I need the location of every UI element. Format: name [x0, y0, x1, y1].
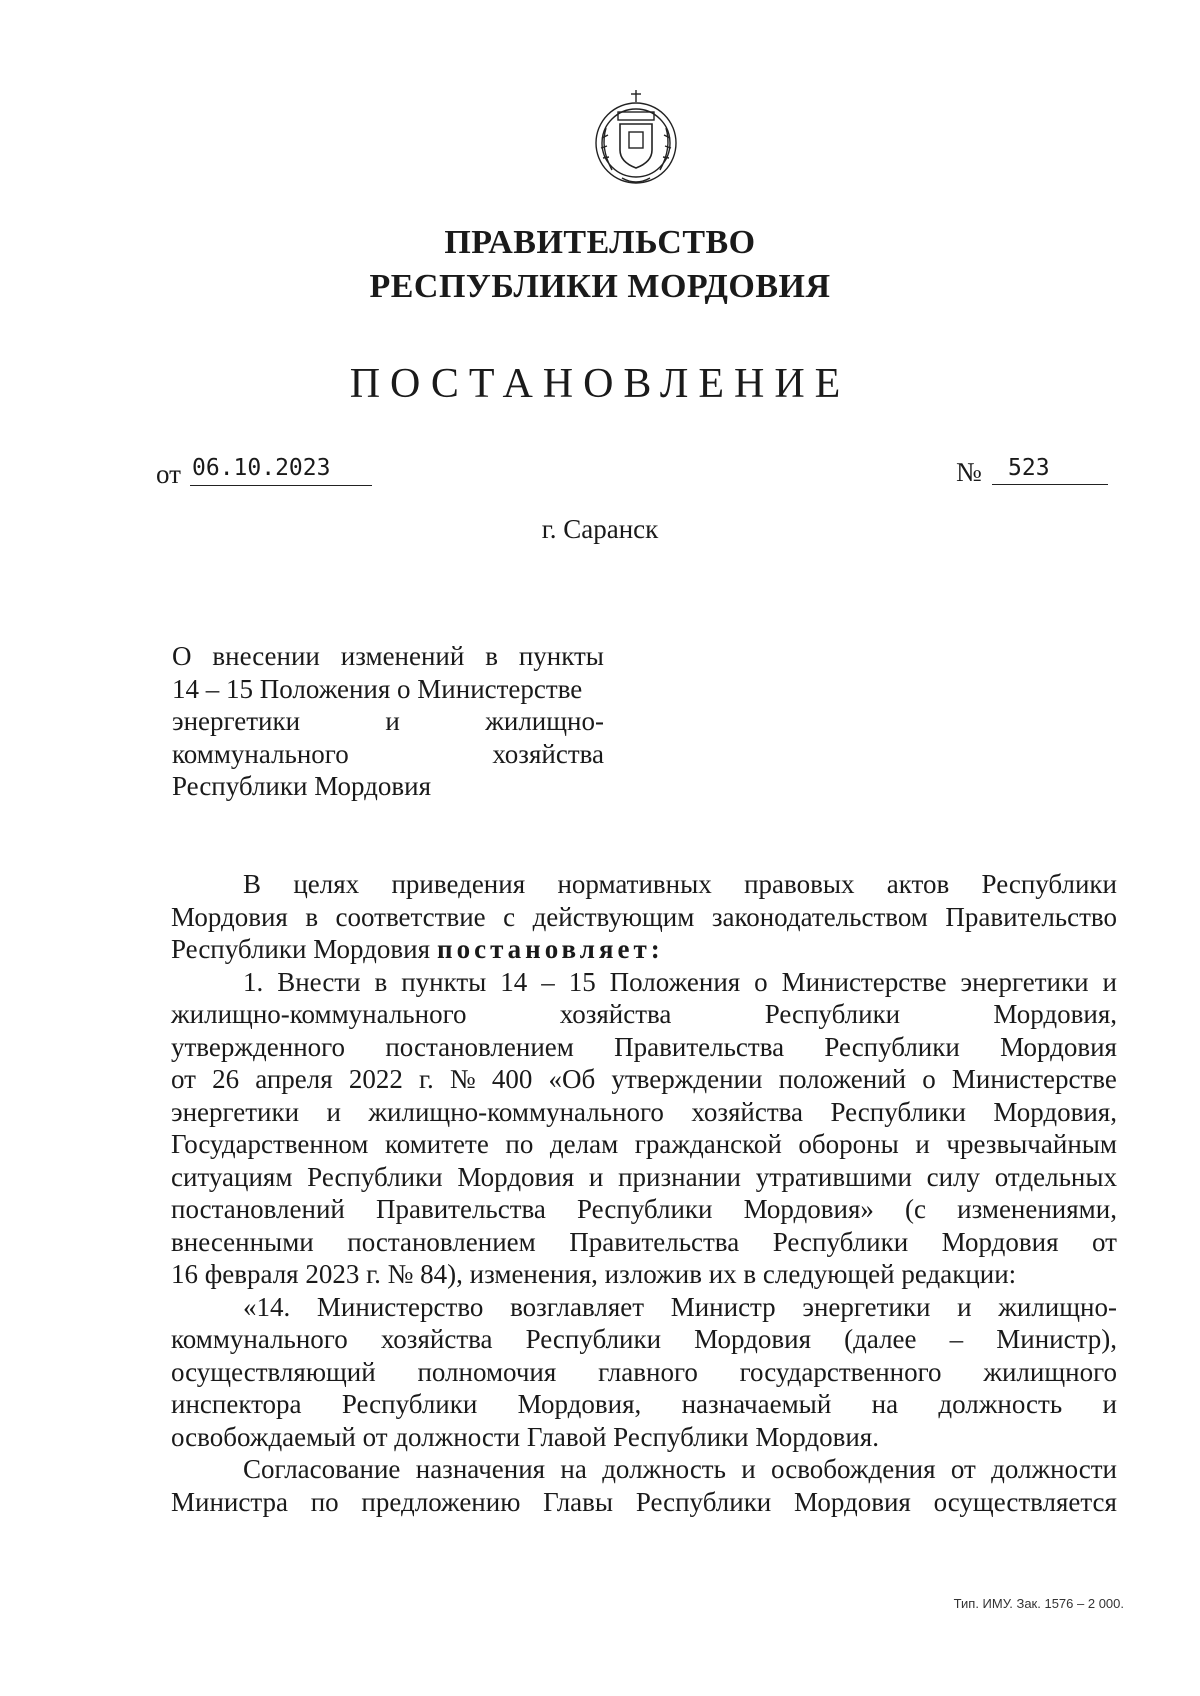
body-line	[171, 1421, 1117, 1454]
word: изменениями,	[957, 1194, 1117, 1224]
word: утверждении	[611, 1064, 763, 1094]
word: и	[385, 706, 400, 736]
word: и	[741, 1454, 756, 1484]
word: постановлением	[347, 1226, 536, 1257]
word: Положения	[609, 966, 741, 997]
word: и	[588, 1161, 604, 1192]
print-house-footer: Тип. ИМУ. Зак. 1576 – 2 000.	[953, 1596, 1124, 1611]
word: утвержденного	[171, 1031, 346, 1062]
word: осуществляющий	[171, 1356, 376, 1387]
word: энергетики	[960, 966, 1089, 997]
word: комитете	[384, 1129, 489, 1159]
body-line	[171, 1226, 1117, 1259]
word: Правительства	[614, 1031, 785, 1062]
word: возглавляет	[510, 1291, 645, 1322]
word: и	[1102, 1389, 1117, 1419]
word: 26	[212, 1064, 240, 1094]
word: 15	[568, 966, 596, 997]
body-line	[171, 933, 1117, 966]
body-line	[171, 1388, 1117, 1421]
word: от	[1092, 1226, 1117, 1257]
word: должность	[602, 1454, 726, 1484]
word: главного	[598, 1356, 698, 1387]
body-line	[171, 1031, 1117, 1064]
word: 1.	[243, 966, 264, 997]
word: полномочия	[417, 1356, 557, 1387]
title-line	[172, 705, 604, 738]
word: хозяйства	[691, 1096, 804, 1127]
word: хозяйства	[380, 1324, 493, 1354]
word: коммунального	[171, 1324, 348, 1354]
body-line	[171, 1193, 1117, 1226]
date-number-row	[156, 455, 1050, 495]
number-label: №	[956, 457, 982, 487]
body-line	[171, 1063, 1117, 1096]
word: актов	[886, 869, 950, 899]
word: постановлением	[385, 1031, 574, 1062]
word: внесенными	[171, 1226, 314, 1257]
title-line: 14 – 15 Положения о Министерстве	[172, 673, 583, 704]
word: и	[915, 1129, 930, 1159]
date-label: от	[156, 459, 181, 489]
word: Республики	[830, 1096, 966, 1127]
word: «14.	[243, 1291, 291, 1322]
organization-name-line2: РЕСПУБЛИКИ МОРДОВИЯ	[369, 268, 831, 305]
word: Мордовия,	[993, 999, 1117, 1029]
word: от	[950, 1454, 976, 1484]
word: Внести	[277, 966, 361, 997]
word: 2022	[348, 1064, 403, 1094]
resolution-verb: постановляет:	[437, 934, 664, 964]
body-text: Республики Мордовия	[171, 934, 431, 964]
word: в	[485, 641, 498, 671]
word: отдельных	[994, 1161, 1117, 1192]
word: с	[503, 901, 516, 932]
word: от	[171, 1064, 196, 1094]
word: пункты	[518, 641, 604, 671]
body-line	[171, 966, 1117, 999]
coat-of-arms-emblem	[584, 88, 688, 192]
word: на	[871, 1389, 899, 1419]
word: Министерство	[316, 1291, 484, 1322]
word: апреля	[255, 1064, 333, 1094]
word: Государственном	[171, 1129, 369, 1159]
word: действующим	[532, 901, 695, 932]
word: осуществляется	[933, 1486, 1117, 1517]
body-line	[171, 1128, 1117, 1161]
word: по	[505, 1129, 534, 1159]
title-line: Республики Мордовия	[172, 771, 432, 801]
document-title	[172, 640, 604, 803]
word: О	[172, 641, 192, 671]
word: правовых	[744, 869, 855, 899]
word: должности	[991, 1454, 1117, 1484]
word: 14	[500, 966, 528, 997]
word: в	[305, 901, 319, 932]
word: Республики	[764, 999, 901, 1029]
word: жилищно-	[998, 1291, 1117, 1322]
word: –	[541, 966, 555, 997]
word: жилищно-	[485, 706, 604, 736]
word: Министр	[670, 1291, 776, 1322]
organization-name-line1: ПРАВИТЕЛЬСТВО	[444, 224, 756, 261]
word: жилищного	[983, 1356, 1117, 1387]
word: Республики	[525, 1324, 662, 1354]
word: Согласование	[243, 1454, 401, 1484]
word: хозяйства	[559, 999, 672, 1029]
title-line	[172, 640, 604, 673]
document-type: ПОСТАНОВЛЕНИЕ	[349, 361, 851, 407]
word: признании	[618, 1161, 741, 1192]
document-number: 523	[992, 455, 1108, 485]
word: Министр),	[996, 1324, 1117, 1354]
word: Республики	[824, 1031, 960, 1062]
word: Министерстве	[781, 966, 947, 997]
word: Мордовия,	[517, 1389, 642, 1419]
word: нормативных	[557, 869, 712, 899]
word: энергетики	[172, 706, 301, 736]
title-line	[172, 738, 604, 771]
word: энергетики	[802, 1291, 931, 1322]
body-line	[171, 1453, 1117, 1486]
word: энергетики	[171, 1096, 300, 1127]
word: Правительства	[375, 1194, 546, 1224]
body-line	[171, 1161, 1117, 1194]
body-line	[171, 1291, 1117, 1324]
word: изменений	[340, 641, 465, 671]
word: по	[310, 1486, 339, 1517]
word: Мордовия»	[743, 1194, 874, 1224]
word: приведения	[391, 869, 526, 899]
word: государственного	[739, 1356, 942, 1387]
word: чрезвычайным	[946, 1129, 1117, 1159]
word: силу	[926, 1161, 981, 1192]
word: Мордовия	[794, 1486, 911, 1517]
body-line	[171, 998, 1117, 1031]
word: (с	[905, 1194, 927, 1224]
word: назначения	[415, 1454, 546, 1484]
word: должность	[938, 1389, 1063, 1419]
body-line	[171, 1356, 1117, 1389]
word: о	[754, 966, 768, 997]
word: предложению	[361, 1486, 521, 1517]
document-body	[171, 868, 1117, 1518]
word: и	[957, 1291, 972, 1322]
word: инспектора	[171, 1389, 302, 1419]
word: назначаемый	[681, 1389, 832, 1419]
body-line	[171, 1486, 1117, 1519]
word: пункты	[401, 966, 487, 997]
word: Главы	[543, 1486, 614, 1517]
body-line	[171, 868, 1117, 901]
word: №	[449, 1064, 476, 1094]
body-line	[171, 1096, 1117, 1129]
word: Мордовия	[171, 901, 288, 932]
word: Правительства	[569, 1226, 740, 1257]
word: освобождения	[771, 1454, 936, 1484]
word: Мордовия	[694, 1324, 812, 1354]
word: Министра	[171, 1486, 288, 1517]
word: «Об	[548, 1064, 596, 1094]
word: и	[326, 1096, 341, 1127]
word: Республики	[981, 869, 1117, 899]
word: –	[949, 1324, 964, 1354]
city: г. Саранск	[541, 514, 659, 544]
body-text: 16 февраля 2023 г. № 84), изменения, изложив их в следующей редакции:	[171, 1259, 1017, 1289]
word: постановлений	[171, 1194, 345, 1224]
word: коммунального	[172, 738, 349, 769]
word: законодательством	[711, 901, 928, 932]
word: соответствие	[335, 901, 486, 932]
word: хозяйства	[492, 738, 604, 769]
body-line	[171, 1258, 1117, 1291]
word: обороны	[798, 1129, 899, 1159]
word: Мордовия,	[993, 1096, 1117, 1127]
word: Республики	[635, 1486, 772, 1517]
word: делам	[549, 1129, 619, 1159]
word: Мордовия	[941, 1226, 1059, 1257]
word: Правительство	[945, 901, 1117, 932]
word: (далее	[844, 1324, 917, 1354]
document-date: 06.10.2023	[190, 455, 372, 486]
word: Республики	[772, 1226, 909, 1257]
word: в	[374, 966, 388, 997]
word: Мордовия	[1000, 1031, 1117, 1062]
word: внесении	[212, 641, 320, 671]
word: В	[243, 869, 262, 899]
word: гражданской	[634, 1129, 782, 1159]
body-line	[171, 1323, 1117, 1356]
word: утратившими	[755, 1161, 912, 1192]
word: ситуациям	[171, 1161, 293, 1192]
body-text: освобождаемый от должности Главой Республики Мордовия.	[171, 1421, 879, 1452]
word: жилищно-коммунального	[171, 999, 467, 1029]
word: и	[1102, 966, 1117, 997]
word: о	[922, 1064, 936, 1094]
word: Республики	[307, 1161, 443, 1192]
body-line	[171, 901, 1117, 934]
word: 400	[491, 1064, 533, 1094]
word: целях	[293, 869, 360, 899]
word: Министерстве	[951, 1064, 1117, 1094]
word: г.	[418, 1064, 434, 1094]
word: положений	[778, 1064, 907, 1094]
word: Республики	[341, 1389, 478, 1419]
word: на	[560, 1454, 587, 1484]
word: Республики	[577, 1194, 713, 1224]
word: Мордовия	[457, 1161, 575, 1192]
word: жилищно-коммунального	[368, 1096, 664, 1127]
